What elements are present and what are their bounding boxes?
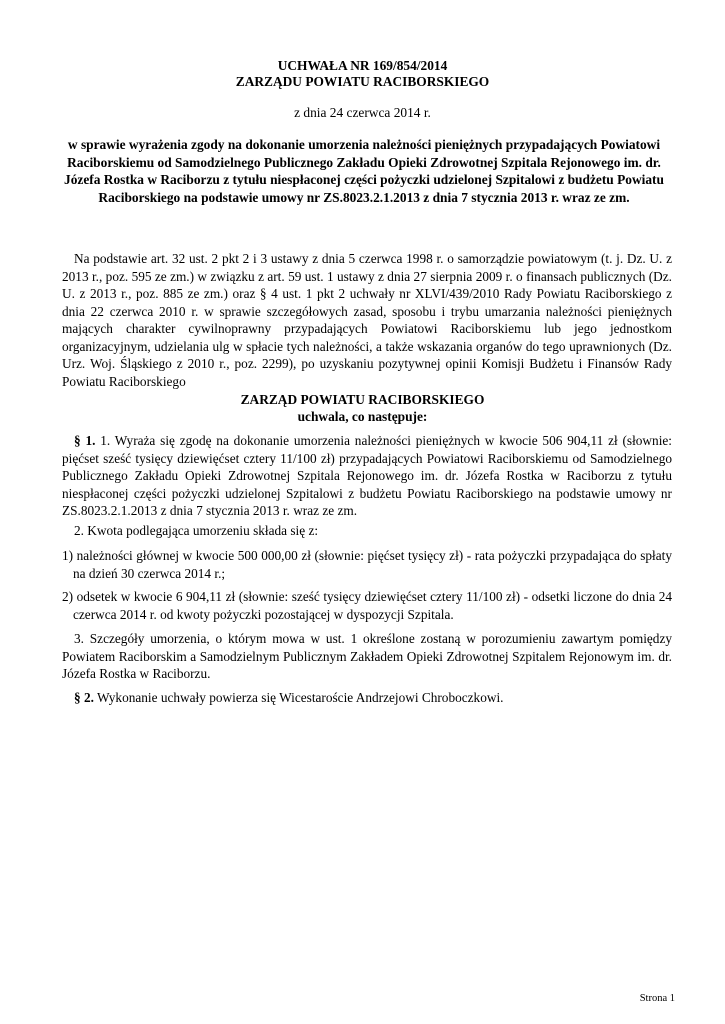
board-heading: ZARZĄD POWIATU RACIBORSKIEGO bbox=[240, 392, 485, 407]
section-1-paragraph-1-text: 1. Wyraża się zgodę na dokonanie umorzenia należności pieniężnych w kwocie 506 904,11 zł (słownie: pięćset sześć tysięcy dziewięćset cztery 11/100 zł) przypadających Powiatowi Raciborskiemu od Samodzielnego Publicznego Zakładu Opieki Zdrowotnej Szpitala Rejonowego im. dr. Józefa Rostka w Raciborzu z tytułu niespłaconej części pożyczki udzielonej Szpitalowi z budżetu Powiatu Raciborskiego na podstawie umowy nr ZS.8023.2.1.2013 z dnia 7 stycznia 2013 r. wraz ze zm. bbox=[62, 433, 672, 518]
issuing-body: ZARZĄDU POWIATU RACIBORSKIEGO bbox=[235, 74, 490, 89]
list-item-1: 1) należności głównej w kwocie 500 000,00 zł (słownie: pięćset tysięcy zł) - rata pożyczki przypadająca do spłaty na dzień 30 czerwca 2014 r.; bbox=[62, 548, 672, 581]
section-1-paragraph-2: 2. Kwota podlegająca umorzeniu składa się z: bbox=[74, 523, 319, 538]
page-number: Strona 1 bbox=[639, 993, 675, 1004]
section-1-paragraph-3: 3. Szczegóły umorzenia, o którym mowa w ust. 1 określone zostaną w porozumieniu zawartym pomiędzy Powiatem Raciborskim a Samodzielnym Publicznym Zakładem Opieki Zdrowotnej Szpitalem Rejonowym im. dr. Józefa Rostka w Raciborzu. bbox=[62, 631, 672, 681]
resolves-heading: uchwala, co następuje: bbox=[297, 409, 428, 424]
section-1-paragraph-1 bbox=[62, 432, 672, 520]
section-2-mark: § 2. bbox=[74, 690, 94, 705]
section-2-text: Wykonanie uchwały powierza się Wicestaroście Andrzejowi Chroboczkowi. bbox=[93, 690, 504, 705]
resolution-number: UCHWAŁA NR 169/854/2014 bbox=[277, 58, 448, 73]
section-1-mark: § 1. bbox=[74, 433, 96, 448]
legal-basis-paragraph: Na podstawie art. 32 ust. 2 pkt 2 i 3 ustawy z dnia 5 czerwca 1998 r. o samorządzie powiatowym (t. j. Dz. U. z 2013 r., poz. 595 ze zm.) w związku z art. 59 ust. 1 ustawy z dnia 27 sierpnia 2009 r. o finansach publicznych (Dz. U. z 2013 r., poz. 885 ze zm.) oraz § 4 ust. 1 pkt 2 uchwały nr XLVI/439/2010 Rady Powiatu Raciborskiego z dnia 22 czerwca 2010 r. w sprawie szczegółowych zasad, sposobu i trybu umarzania należności pieniężnych mających charakter cywilnoprawny przypadających Powiatowi Raciborskiemu lub jego jednostkom organizacyjnym, udzielania ulg w spłacie tych należności, a także wskazania organów do tego uprawnionych (Dz. Urz. Woj. Śląskiego z 2010 r., poz. 2299), po uzyskaniu pozytywnej opinii Komisji Budżetu i Finansów Rady Powiatu Raciborskiego bbox=[62, 251, 672, 389]
resolution-subject: w sprawie wyrażenia zgody na dokonanie umorzenia należności pieniężnych przypadających Powiatowi Raciborskiemu od Samodzielnego Publicznego Zakładu Opieki Zdrowotnej Szpitala Rejonowego im. dr. Józefa Rostka w Raciborzu z tytułu niespłaconej części pożyczki udzielonej Szpitalowi z budżetu Powiatu Raciborskiego na podstawie umowy nr ZS.8023.2.1.2013 z dnia 7 stycznia 2013 r. wraz ze zm. bbox=[64, 137, 664, 205]
list-item-2: 2) odsetek w kwocie 6 904,11 zł (słownie: sześć tysięcy dziewięćset cztery 11/100 zł) - odsetki liczone do dnia 24 czerwca 2014 r. od kwoty pożyczki pozostającej w dyspozycji Szpitala. bbox=[62, 589, 672, 622]
resolution-date: z dnia 24 czerwca 2014 r. bbox=[294, 105, 431, 120]
section-2-paragraph bbox=[62, 689, 672, 707]
